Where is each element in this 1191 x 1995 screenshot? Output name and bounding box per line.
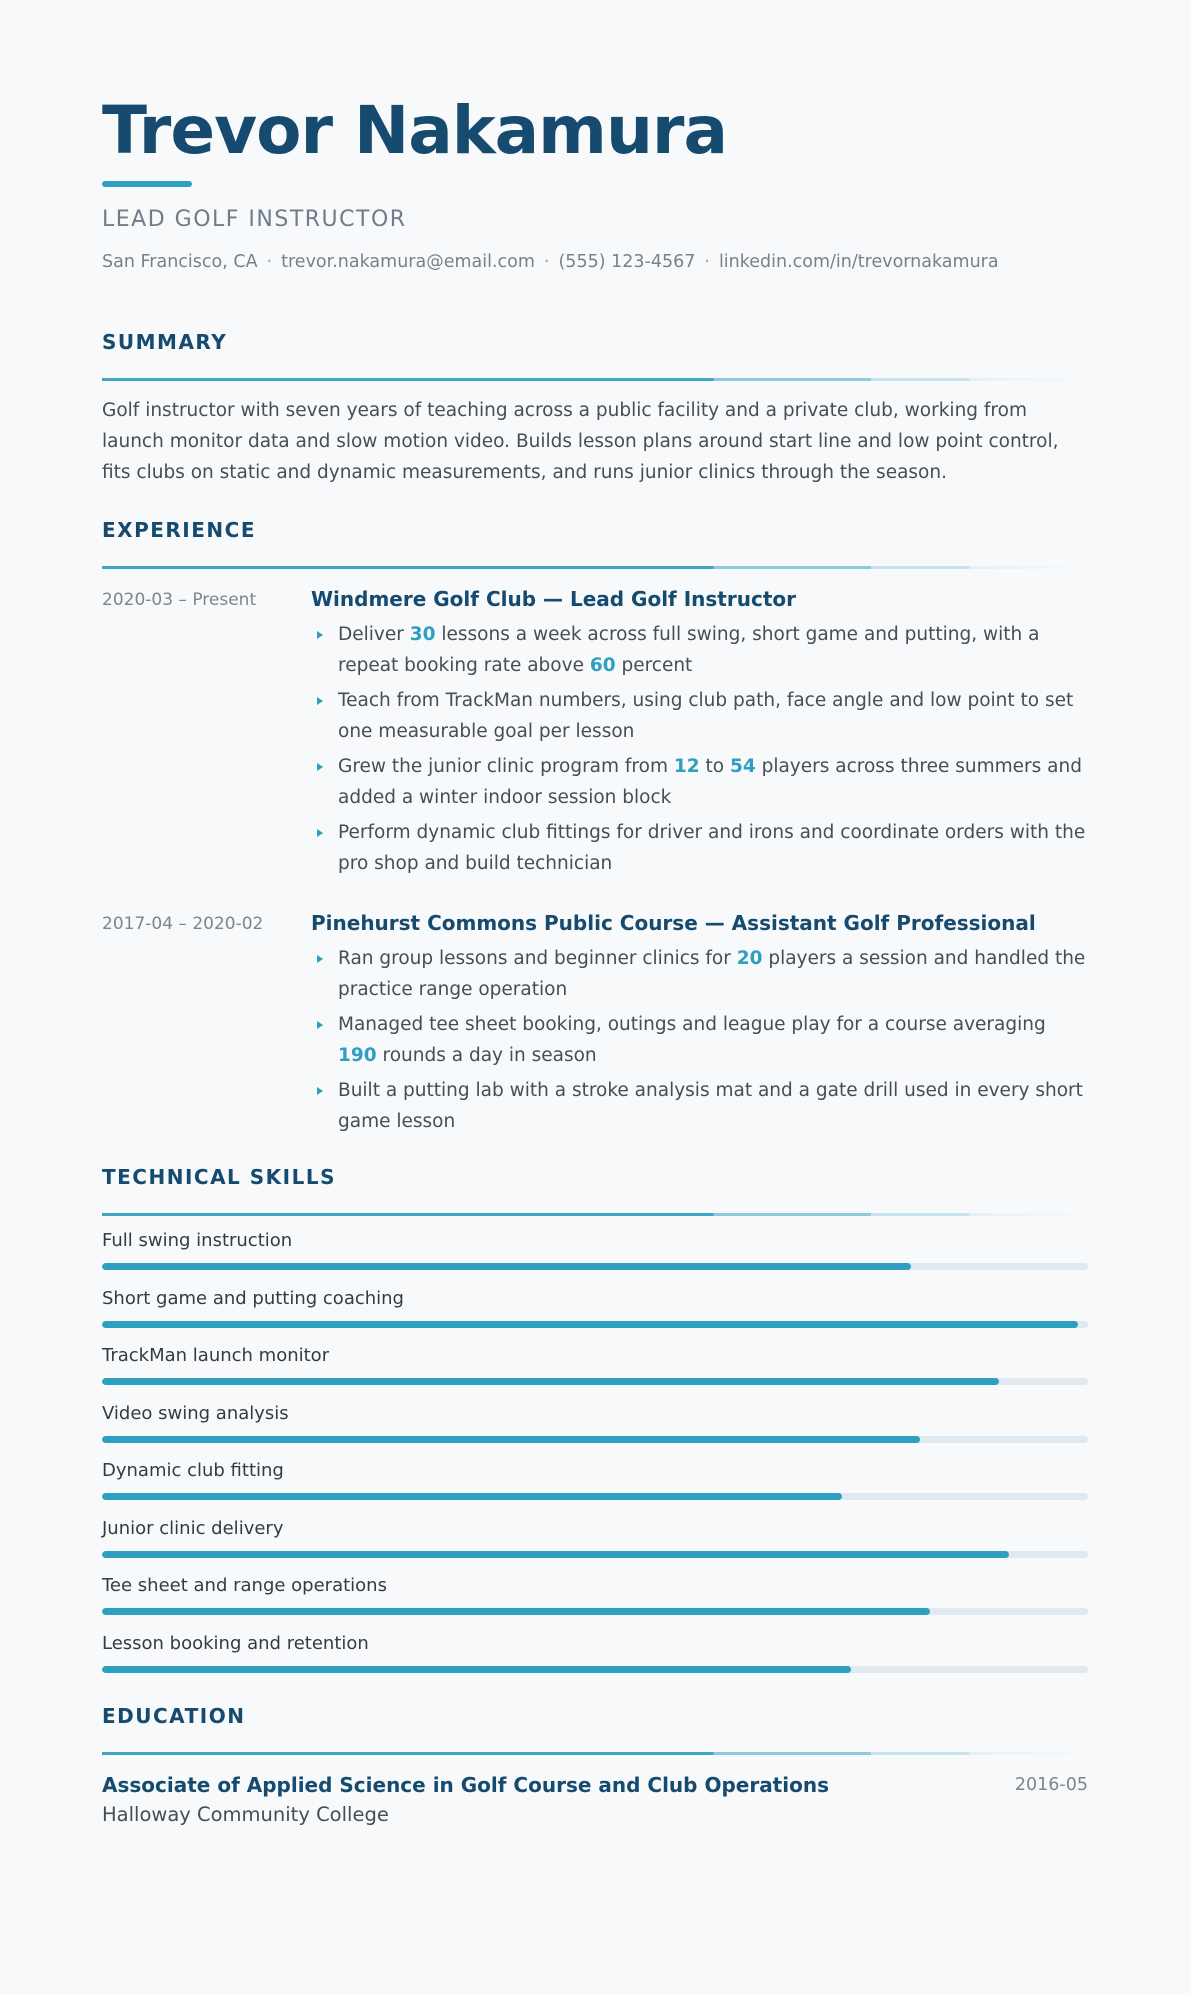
job-bullet-list — [311, 619, 1089, 879]
highlight-number: 12 — [673, 756, 700, 778]
skill-bar-track — [102, 1263, 1088, 1270]
bullet-text: Built a putting lab with a stroke analysis mat and a gate drill used in every short game lesson — [338, 1080, 1083, 1133]
job-bullet — [311, 1009, 1089, 1071]
bullet-text: rounds a day in season — [376, 1045, 597, 1067]
job-list — [102, 585, 1089, 1141]
bullet-text: percent — [615, 655, 693, 677]
skill-label: Short game and putting coaching — [102, 1287, 404, 1309]
skill-item — [102, 1230, 1088, 1288]
skill-bar-track — [102, 1551, 1088, 1558]
bullet-text: players across three summers and added a winter indoor session block — [338, 756, 1082, 809]
section-divider — [102, 378, 1088, 381]
education-section — [102, 1704, 1089, 1826]
contact-line — [102, 252, 1089, 272]
skill-label: Dynamic club fitting — [102, 1460, 284, 1482]
bullet-text: to — [699, 756, 730, 778]
job-bullet — [311, 751, 1089, 813]
job-dates: 2017-04 – 2020-02 — [102, 914, 264, 935]
bullet-text: Ran group lessons and beginner clinics for — [338, 948, 737, 970]
skill-item — [102, 1345, 1088, 1403]
skill-bar-fill — [102, 1321, 1078, 1328]
bullet-text: Managed tee sheet booking, outings and league play for a course averaging — [338, 1014, 1046, 1036]
skill-item — [102, 1403, 1088, 1461]
bullet-text: Perform dynamic club fittings for driver and irons and coordinate orders with the pro shop and build technician — [338, 822, 1086, 875]
skill-bar-track — [102, 1321, 1088, 1328]
job-bullet — [311, 685, 1089, 747]
job-bullet — [311, 943, 1089, 1005]
job-role: LEAD GOLF INSTRUCTOR — [102, 207, 407, 233]
skill-label: Junior clinic delivery — [102, 1517, 284, 1539]
bullet-triangle-icon — [317, 697, 323, 705]
skill-bar-fill — [102, 1666, 851, 1673]
skill-item — [102, 1518, 1088, 1576]
education-entry — [102, 1771, 1088, 1799]
highlight-number: 60 — [589, 655, 616, 677]
skill-bar-fill — [102, 1263, 911, 1270]
resume-header — [102, 92, 1089, 273]
highlight-number: 54 — [729, 756, 756, 778]
section-title-summary: SUMMARY — [102, 330, 228, 355]
bullet-text: Teach from TrackMan numbers, using club path, face angle and low point to set one measurable goal per lesson — [338, 690, 1074, 743]
skill-bar-fill — [102, 1436, 920, 1443]
skill-bar-fill — [102, 1493, 842, 1500]
bullet-triangle-icon — [317, 631, 323, 639]
education-date: 2016-05 — [1014, 1775, 1088, 1796]
skill-list — [102, 1230, 1088, 1690]
skill-label: Full swing instruction — [102, 1230, 293, 1252]
job-entry — [102, 585, 1089, 883]
section-divider — [102, 566, 1088, 569]
experience-section — [102, 518, 1089, 1141]
highlight-number: 30 — [409, 624, 436, 646]
job-title: Windmere Golf Club — Lead Golf Instructor — [311, 587, 796, 612]
contact-separator: · — [704, 252, 710, 273]
bullet-triangle-icon — [317, 763, 323, 771]
contact-location: San Francisco, CA — [102, 252, 258, 273]
job-dates: 2020-03 – Present — [102, 590, 257, 611]
bullet-text: players a session and handled the practice range operation — [338, 948, 1086, 1001]
bullet-triangle-icon — [317, 1021, 323, 1029]
skill-bar-track — [102, 1378, 1088, 1385]
candidate-name: Trevor Nakamura — [102, 92, 728, 169]
skill-label: Tee sheet and range operations — [102, 1575, 387, 1597]
section-divider — [102, 1752, 1088, 1755]
skill-bar-track — [102, 1666, 1088, 1673]
job-bullet — [311, 619, 1089, 681]
education-school: Halloway Community College — [102, 1803, 389, 1827]
skill-bar-track — [102, 1608, 1088, 1615]
education-degree: Associate of Applied Science in Golf Course and Club Operations — [102, 1773, 829, 1798]
bullet-triangle-icon — [317, 955, 323, 963]
highlight-number: 20 — [736, 948, 763, 970]
job-title: Pinehurst Commons Public Course — Assistant Golf Professional — [311, 911, 1036, 936]
section-title-experience: EXPERIENCE — [102, 518, 256, 543]
contact-separator: · — [266, 252, 273, 273]
bullet-text: Grew the junior clinic program from — [338, 756, 674, 778]
contact-phone: (555) 123-4567 — [558, 252, 696, 273]
skill-item — [102, 1575, 1088, 1633]
skill-item — [102, 1288, 1088, 1346]
section-title-skills: TECHNICAL SKILLS — [102, 1165, 336, 1190]
job-body — [311, 585, 1089, 883]
skill-bar-track — [102, 1436, 1088, 1443]
contact-linkedin[interactable]: linkedin.com/in/trevornakamura — [718, 252, 999, 273]
bullet-text: lessons a week across full swing, short game and putting, with a repeat booking rate above — [338, 624, 1040, 677]
section-title-education: EDUCATION — [102, 1704, 246, 1729]
skill-bar-track — [102, 1493, 1088, 1500]
section-divider — [102, 1213, 1088, 1216]
bullet-triangle-icon — [317, 829, 323, 837]
summary-section — [102, 330, 1089, 488]
job-bullet-list — [311, 943, 1089, 1137]
contact-separator: · — [543, 252, 550, 273]
skills-section — [102, 1165, 1089, 1690]
job-bullet — [311, 1075, 1089, 1137]
contact-email[interactable]: trevor.nakamura@email.com — [281, 252, 535, 273]
skill-label: Video swing analysis — [102, 1402, 289, 1424]
skill-item — [102, 1460, 1088, 1518]
summary-text: Golf instructor with seven years of teaching across a public facility and a private club, working from launch monitor data and slow motion video. Builds lesson plans around start line and low point control, fits clubs on static and dynamic measurements, and runs junior clinics through the season. — [102, 400, 1059, 484]
bullet-text: Deliver — [338, 624, 410, 646]
bullet-triangle-icon — [317, 1087, 323, 1095]
job-body — [311, 909, 1089, 1141]
job-entry — [102, 909, 1089, 1141]
name-underline — [102, 181, 192, 187]
highlight-number: 190 — [338, 1045, 377, 1067]
skill-label: TrackMan launch monitor — [102, 1345, 330, 1367]
skill-bar-fill — [102, 1608, 930, 1615]
skill-bar-fill — [102, 1551, 1009, 1558]
skill-bar-fill — [102, 1378, 999, 1385]
skill-item — [102, 1633, 1088, 1691]
job-bullet — [311, 817, 1089, 879]
skill-label: Lesson booking and retention — [102, 1632, 369, 1654]
